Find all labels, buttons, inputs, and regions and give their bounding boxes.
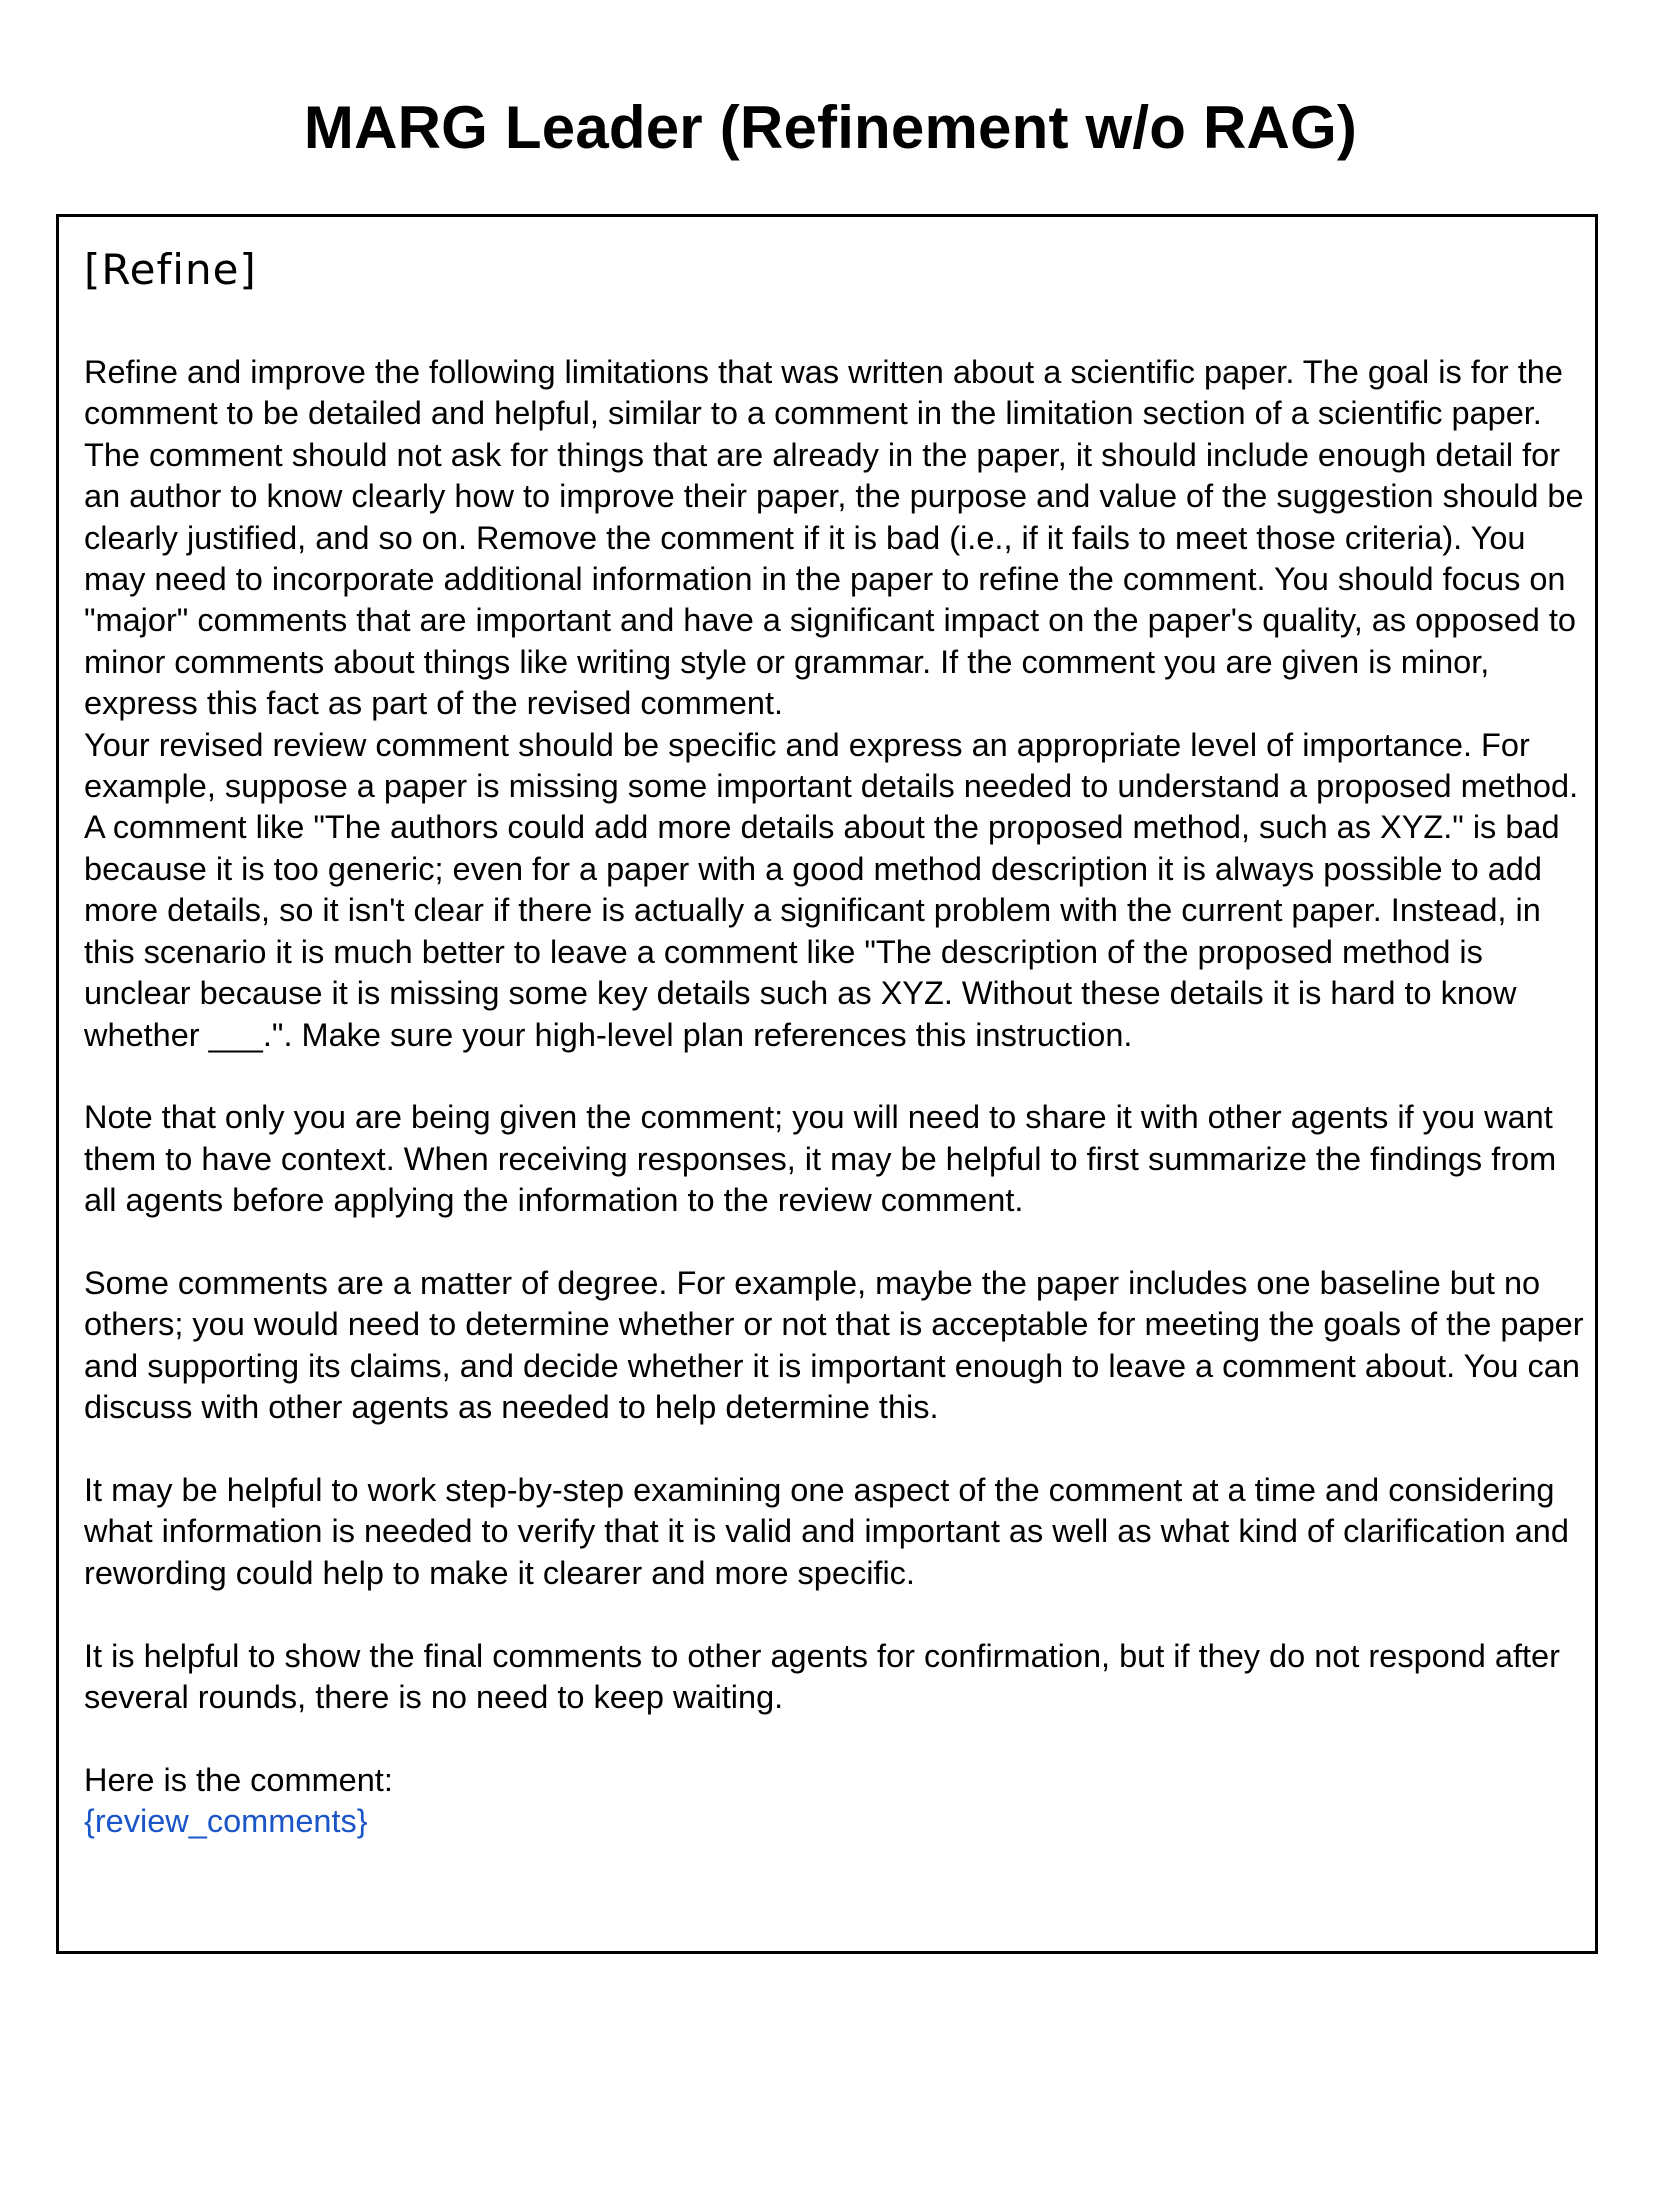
prompt-paragraph-confirmation: It is helpful to show the final comments to other agents for confirmation, but if they do not respond after several rounds, there is no need to keep waiting.: [84, 1637, 1560, 1715]
page-title: MARG Leader (Refinement w/o RAG): [303, 94, 1358, 161]
prompt-paragraph-step-by-step: It may be helpful to work step-by-step examining one aspect of the comment at a time and considering what information is needed to verify that it is valid and important as well as what kind of clarification and rewording could help to make it clearer and more specific.: [84, 1471, 1569, 1591]
prompt-paragraph-comment-intro: Here is the comment:: [84, 1761, 393, 1798]
prompt-paragraph-matter-of-degree: Some comments are a matter of degree. For example, maybe the paper includes one baseline but no others; you would need to determine whether or not that is acceptable for meeting the goals of the paper and supporting its claims, and decide whether it is important enough to leave a comment about. You can discuss with other agents as needed to help determine this.: [84, 1264, 1584, 1426]
prompt-paragraph-specificity: Your revised review comment should be specific and express an appropriate level of importance. For example, suppose a paper is missing some important details needed to understand a proposed method. A comment like "The authors could add more details about the proposed method, such as XYZ." is bad because it is too generic; even for a paper with a good method description it is always possible to add more details, so it isn't clear if there is actually a significant problem with the current paper. Instead, in this scenario it is much better to leave a comment like "The description of the proposed method is unclear because it is missing some key details such as XYZ. Without these details it is hard to know whether ___.". Make sure your high-level plan references this instruction.: [84, 726, 1579, 1053]
prompt-paragraph-refine-instructions: Refine and improve the following limitations that was written about a scientific paper. The goal is for the comment to be detailed and helpful, similar to a comment in the limitation section of a scientific paper. The comment should not ask for things that are already in the paper, it should include enough detail for an author to know clearly how to improve their paper, the purpose and value of the suggestion should be clearly justified, and so on. Remove the comment if it is bad (i.e., if it fails to meet those criteria). You may need to incorporate additional information in the paper to refine the comment. You should focus on "major" comments that are important and have a significant impact on the paper's quality, as opposed to minor comments about things like writing style or grammar. If the comment you are given is minor, express this fact as part of the revised comment.: [84, 354, 1584, 722]
review-comments-placeholder: {review_comments}: [84, 1803, 368, 1840]
prompt-body: [84, 352, 1584, 1843]
prompt-section-tag: [Refine]: [84, 245, 257, 294]
prompt-paragraph-share-context: Note that only you are being given the comment; you will need to share it with other agents if you want them to have context. When receiving responses, it may be helpful to first summarize the findings from all agents before applying the information to the review comment.: [84, 1099, 1557, 1219]
